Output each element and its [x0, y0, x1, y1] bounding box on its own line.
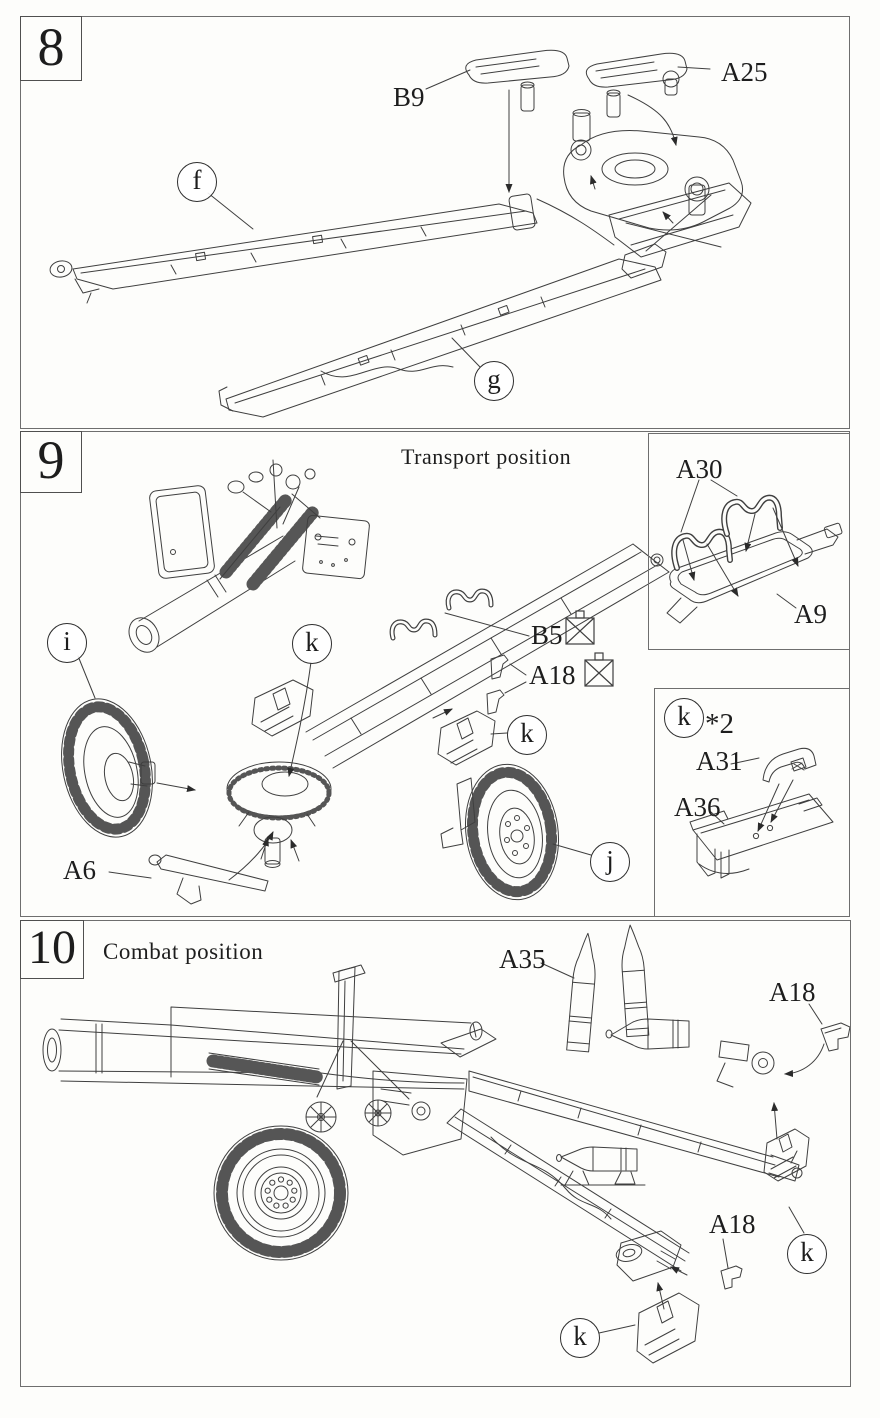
subassembly-label-k-upper: k	[292, 624, 332, 664]
step10-panel	[20, 920, 851, 1387]
step-number-box	[20, 16, 82, 81]
part-label-a18-top: A18	[769, 977, 816, 1007]
subassembly-label-g: g	[474, 361, 514, 401]
step9-caption: Transport position	[401, 444, 572, 469]
part-label-b9: B9	[393, 82, 425, 112]
subassembly-label-k-right: k	[787, 1234, 827, 1274]
subassembly-label-k-bottom: k	[560, 1318, 600, 1358]
subassembly-label-f: f	[177, 162, 217, 202]
step-number: 10	[28, 920, 76, 974]
quantity-label-k2: *2	[705, 708, 734, 740]
step10-artwork	[21, 921, 850, 1386]
crossed-square-symbol-icon	[583, 652, 615, 688]
subassembly-label-k-mid: k	[507, 715, 547, 755]
step-number-box	[20, 431, 82, 493]
step9-panel	[20, 431, 850, 917]
part-label-a25: A25	[721, 57, 768, 87]
part-label-a31: A31	[696, 746, 743, 776]
part-label-a6: A6	[63, 855, 96, 885]
part-label-a18: A18	[529, 660, 576, 690]
subassembly-label-i: i	[47, 623, 87, 663]
crossed-square-symbol-icon	[564, 610, 596, 646]
subassembly-label-j: j	[590, 842, 630, 882]
part-label-a36: A36	[674, 792, 721, 822]
step10-caption: Combat position	[103, 939, 264, 964]
step-number: 8	[37, 16, 65, 77]
step8-panel	[20, 16, 850, 429]
part-label-a30: A30	[676, 454, 723, 484]
part-label-a35: A35	[499, 944, 546, 974]
step-number: 9	[37, 430, 65, 490]
part-label-a18-bottom: A18	[709, 1209, 756, 1239]
step-number-box	[20, 920, 84, 979]
part-label-b5: B5	[531, 620, 563, 650]
part-label-a9: A9	[794, 599, 827, 629]
subassembly-label-k-inset: k	[664, 698, 704, 738]
